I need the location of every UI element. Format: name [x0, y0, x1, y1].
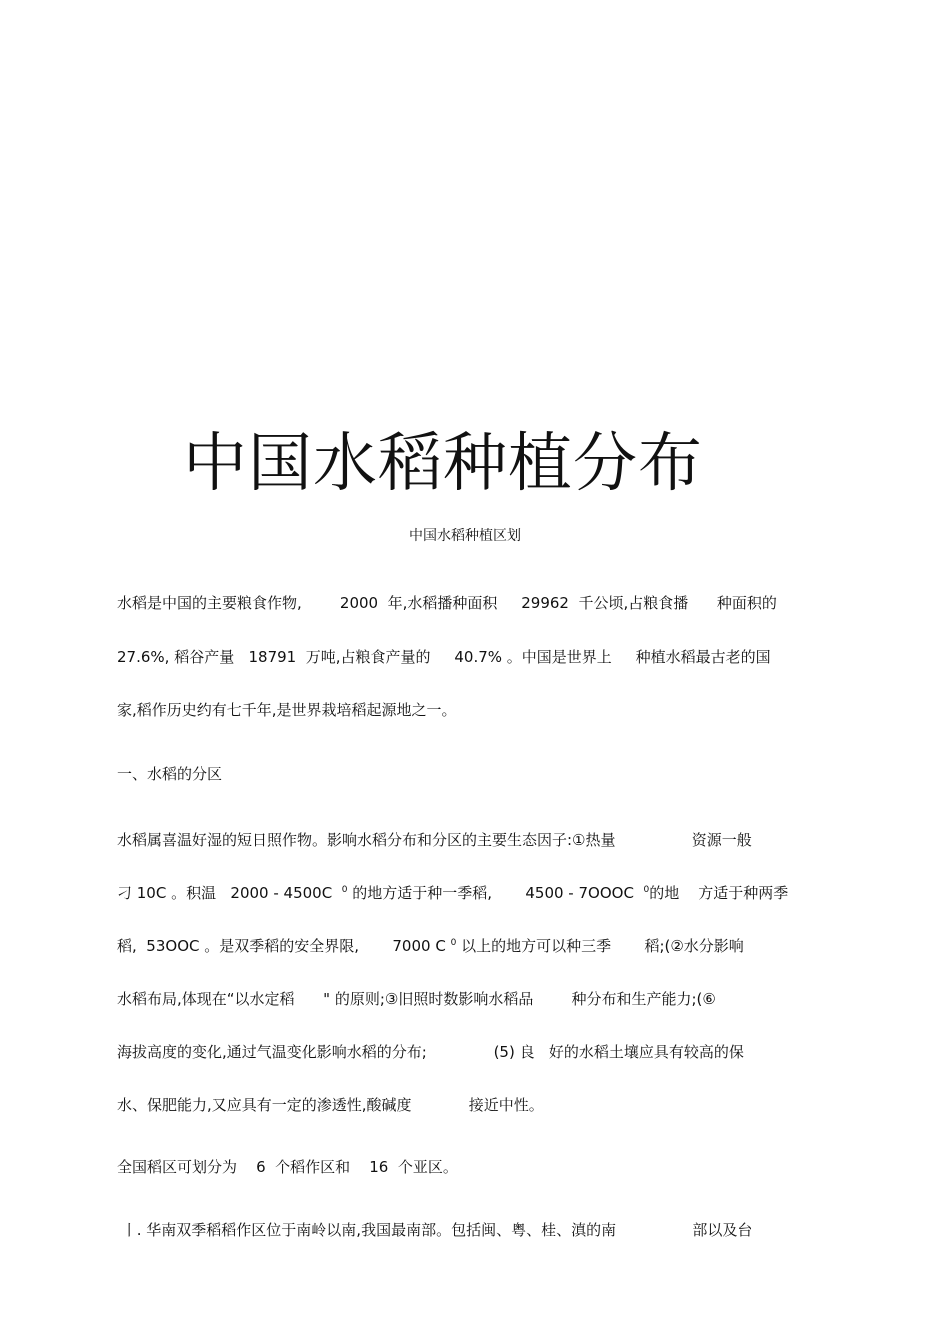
intro-line-2: 27.6%, 稻谷产量 18791 万吨,占粮食产量的 40.7% 。中国是世界上 种植水稻最古老的国 [117, 648, 771, 666]
section1-line-1: 水稻属喜温好湿的短日照作物。影响水稻分布和分区的主要生态因子:①热量 资源一般 [117, 831, 752, 849]
degree-superscript: 0 [643, 885, 650, 895]
section1-line-3 [117, 935, 744, 957]
section1-line-2-part-a: 刁 10C 。积温 2000 - 4500C [117, 884, 342, 902]
degree-superscript: 0 [341, 885, 348, 895]
section1-line-4: 水稻布局,体现在“以水定稻 " 的原则;③旧照时数影响水稻品 种分布和生产能力;(⑥ [117, 990, 716, 1008]
section1-line-2-part-c: 的地 方适于种两季 [649, 884, 789, 902]
section1-line-2-part-b: 的地方适于种一季稻, 4500 - 7OOOC [347, 884, 644, 902]
region-1-line: 丨. 华南双季稻稻作区位于南岭以南,我国最南部。包括闽、粤、桂、滇的南 部以及台 [117, 1221, 753, 1239]
document-title: 中国水稻种植分布 [183, 427, 703, 501]
section1-line-3-part-a: 稻, 53OOC 。是双季稻的安全界限, 7000 C [117, 937, 451, 955]
section1-line-6: 水、保肥能力,又应具有一定的渗透性,酸碱度 接近中性。 [117, 1096, 544, 1114]
division-summary: 全国稻区可划分为 6 个稻作区和 16 个亚区。 [117, 1158, 458, 1176]
section1-line-3-part-b: 以上的地方可以种三季 稻;(②水分影响 [456, 937, 744, 955]
degree-superscript: 0 [450, 938, 457, 948]
section-heading: 一、水稻的分区 [117, 765, 223, 783]
section1-line-2 [117, 882, 788, 904]
document-subtitle: 中国水稻种植区划 [409, 528, 521, 544]
intro-line-3: 家,稻作历史约有七千年,是世界栽培稻起源地之一。 [117, 701, 457, 719]
section1-line-5: 海拔高度的变化,通过气温变化影响水稻的分布; (5) 良 好的水稻土壤应具有较高的保 [117, 1043, 744, 1061]
intro-line-1: 水稻是中国的主要粮食作物, 2000 年,水稻播种面积 29962 千公顷,占粮食播 种面积的 [117, 594, 777, 612]
